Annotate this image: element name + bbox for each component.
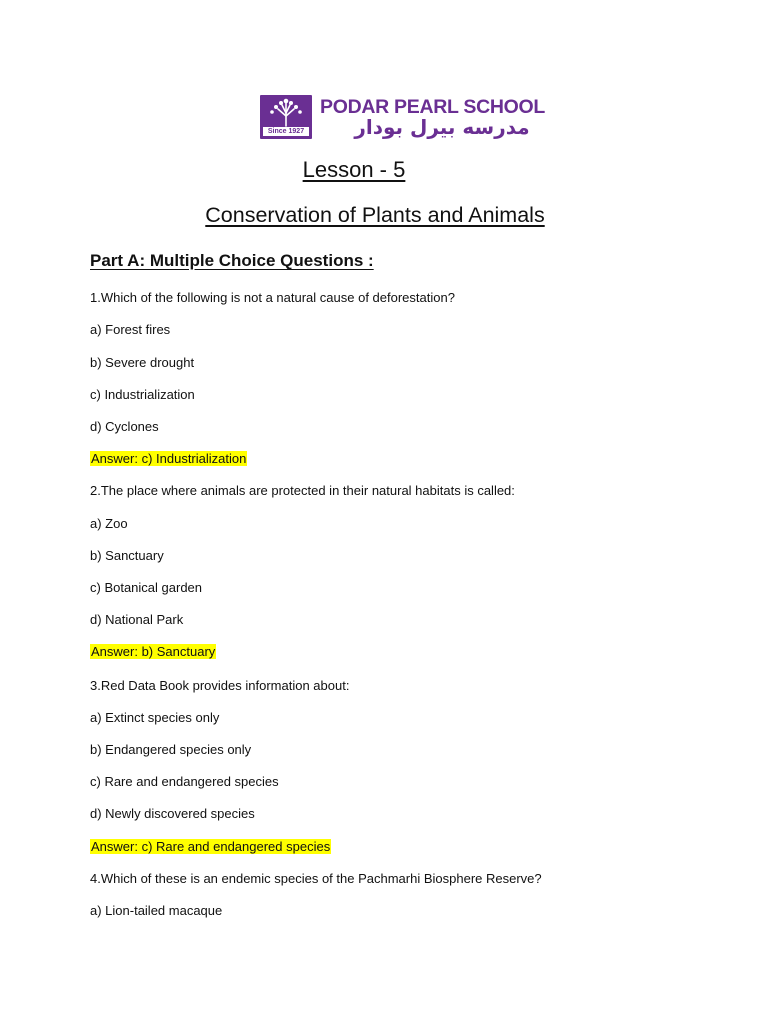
answer-option: c) Industrialization xyxy=(90,387,195,402)
school-logo xyxy=(260,95,566,141)
question-text: 3.Red Data Book provides information about: xyxy=(90,678,350,693)
question-text: 1.Which of the following is not a natural cause of deforestation? xyxy=(90,290,455,305)
answer-option: a) Forest fires xyxy=(90,322,171,337)
answer-key xyxy=(90,450,247,468)
school-name-arabic: مدرسه بيرل بودار xyxy=(354,115,530,139)
since-label: Since 1927 xyxy=(263,127,309,136)
answer-option: a) Zoo xyxy=(90,516,128,531)
answer-option: d) Cyclones xyxy=(90,419,159,434)
answer-highlight: Answer: c) Rare and endangered species xyxy=(91,839,331,854)
answer-highlight: Answer: c) Industrialization xyxy=(91,451,247,466)
answer-highlight: Answer: b) Sanctuary xyxy=(91,644,216,659)
answer-option: a) Extinct species only xyxy=(90,710,220,725)
question-text: 4.Which of these is an endemic species of the Pachmarhi Biosphere Reserve? xyxy=(90,871,542,886)
chapter-title: Conservation of Plants and Animals xyxy=(205,203,545,227)
tree-emblem-icon xyxy=(260,95,312,139)
part-heading: Part A: Multiple Choice Questions : xyxy=(90,251,374,270)
school-name-english: PODAR PEARL SCHOOL xyxy=(320,96,546,118)
lesson-title: Lesson - 5 xyxy=(302,157,406,182)
answer-option: c) Rare and endangered species xyxy=(90,774,279,789)
answer-option: b) Severe drought xyxy=(90,355,195,370)
answer-option: b) Sanctuary xyxy=(90,548,164,563)
answer-option: c) Botanical garden xyxy=(90,580,203,595)
answer-key xyxy=(90,643,216,661)
answer-option: d) National Park xyxy=(90,612,184,627)
answer-option: a) Lion-tailed macaque xyxy=(90,903,223,918)
answer-option: d) Newly discovered species xyxy=(90,806,255,821)
question-text: 2.The place where animals are protected in their natural habitats is called: xyxy=(90,483,515,498)
answer-key xyxy=(90,838,331,856)
answer-option: b) Endangered species only xyxy=(90,742,252,757)
